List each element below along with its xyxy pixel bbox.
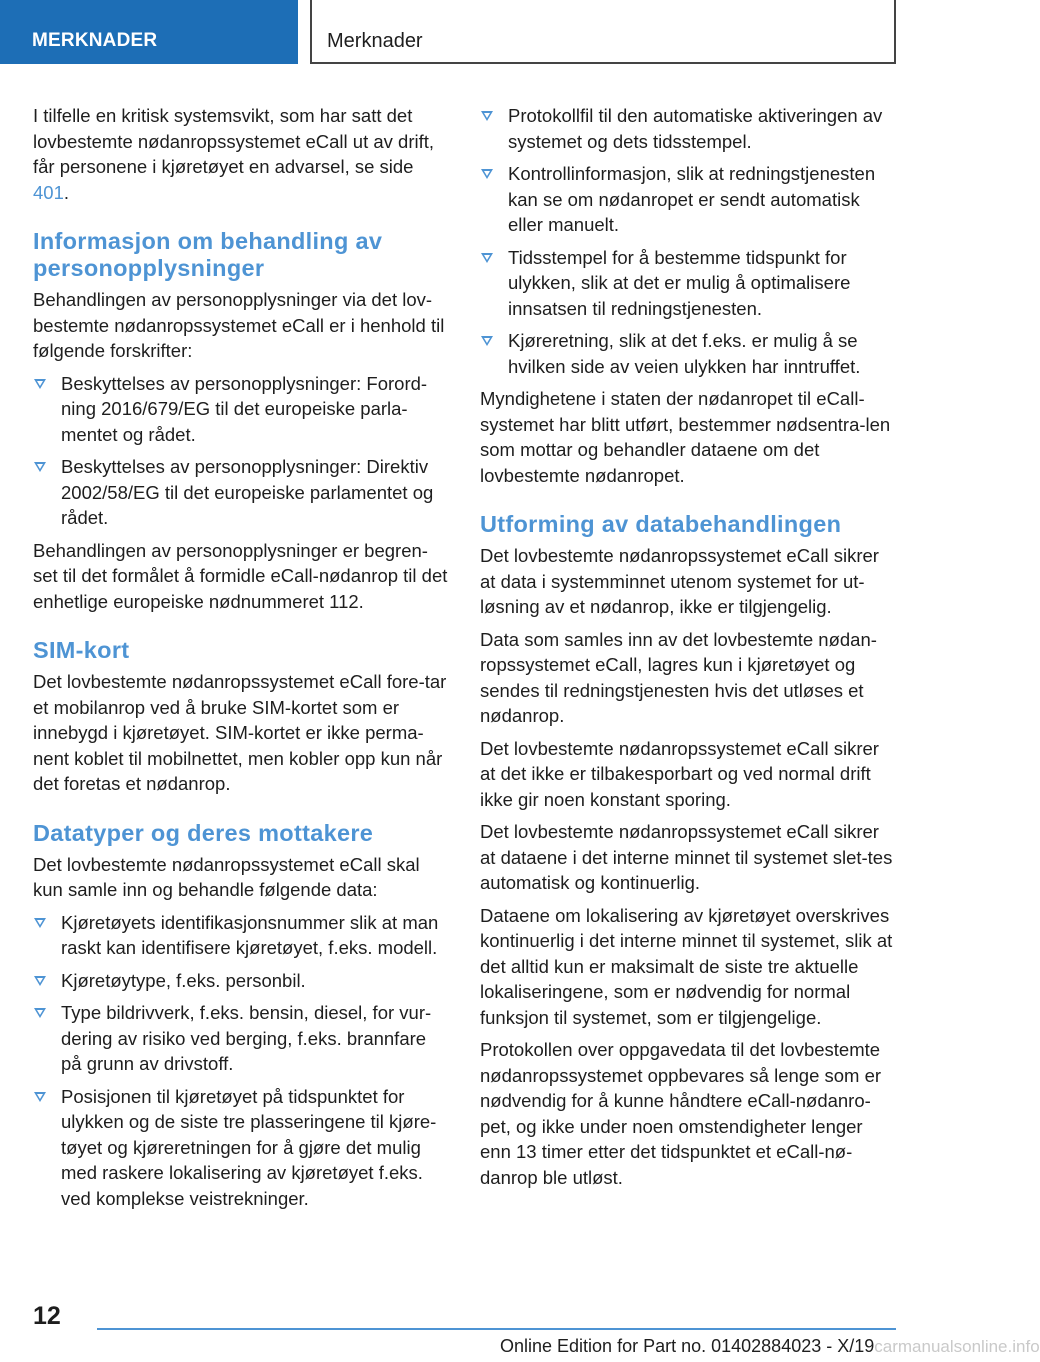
heading-data-processing: Utforming av databehandlingen bbox=[480, 511, 842, 537]
paragraph: Behandlingen av personopplysninger via det lov-bestemte nødanropssystemet eCall er i henhold til følgende forskrifter: bbox=[33, 289, 445, 361]
list-item-text: Kjøretøyets identifikasjonsnummer slik at man raskt kan identifisere kjøretøyet, f.eks. modell. bbox=[61, 911, 439, 958]
triangle-bullet-icon bbox=[481, 111, 493, 121]
left-column bbox=[33, 103, 451, 1218]
list-item bbox=[33, 1000, 451, 1077]
list-item bbox=[480, 245, 898, 322]
triangle-bullet-icon bbox=[34, 379, 46, 389]
heading-data-types: Datatyper og deres mottakere bbox=[33, 819, 374, 846]
triangle-bullet-icon bbox=[34, 1008, 46, 1018]
triangle-bullet-icon bbox=[34, 1092, 46, 1102]
list-item-text: Posisjonen til kjøretøyet på tidspunktet for ulykken og de siste tre plasseringene til kjøre-tøyet og kjøreretningen for å gjøre det mulig med raskere lokalisering av kjøretøyet f.eks. ved komplekse veistrekninger. bbox=[61, 1085, 437, 1209]
list-item-text: Kjøretøytype, f.eks. personbil. bbox=[61, 969, 306, 991]
data-types-list bbox=[33, 910, 451, 1212]
triangle-bullet-icon bbox=[34, 976, 46, 986]
intro-end: . bbox=[63, 181, 70, 203]
paragraph: Protokollen over oppgavedata til det lovbestemte nødanropssystemet oppbevares så lenge som er nødvendig for å kunne håndtere eCall-nødanro-pet, og ikke under noen omstendigheter lenger enn 13 timer etter det tidspunktet et eCall-nø-danrop ble utløst. bbox=[480, 1039, 882, 1188]
list-item bbox=[33, 968, 451, 994]
list-item-text: Tidsstempel for å bestemme tidspunkt for ulykken, slik at det er mulig å optimalisere innsatsen til redningstjenesten. bbox=[508, 246, 851, 319]
list-item bbox=[480, 161, 898, 238]
intro-paragraph bbox=[33, 103, 451, 205]
paragraph: Dataene om lokalisering av kjøretøyet overskrives kontinuerlig i det interne minnet til systemet, slik at det alltid kun er maksimalt de siste tre aktuelle lokaliseringene, som er nødvendig for normal funksjon til systemet, som er tilgjengelige. bbox=[480, 904, 893, 1028]
triangle-bullet-icon bbox=[481, 336, 493, 346]
triangle-bullet-icon bbox=[34, 462, 46, 472]
chapter-tab: MERKNADER bbox=[0, 0, 298, 64]
list-item-text: Type bildrivverk, f.eks. bensin, diesel, for vur-dering av risiko ved berging, f.eks. brannfare på grunn av drivstoff. bbox=[61, 1002, 432, 1074]
list-item bbox=[33, 371, 451, 448]
list-item bbox=[33, 454, 451, 531]
list-item bbox=[480, 103, 898, 154]
watermark: carmanualsonline.info bbox=[874, 1337, 1040, 1356]
paragraph: Det lovbestemte nødanropssystemet eCall sikrer at det ikke er tilbakesporbart og ved normal drift ikke gir noen konstant sporing. bbox=[480, 737, 879, 810]
heading-personal-data: Informasjon om behandling av personopplysninger bbox=[33, 228, 383, 281]
right-column bbox=[480, 103, 898, 1197]
paragraph: Det lovbestemte nødanropssystemet eCall sikrer at dataene i det interne minnet til systemet slet-tes automatisk og kontinuerlig. bbox=[480, 821, 893, 893]
footer-divider bbox=[97, 1328, 896, 1330]
paragraph: Det lovbestemte nødanropssystemet eCall skal kun samle inn og behandle følgende data: bbox=[33, 853, 420, 900]
heading-sim-card: SIM-kort bbox=[33, 637, 130, 663]
page-number: 12 bbox=[33, 1302, 61, 1330]
triangle-bullet-icon bbox=[481, 253, 493, 263]
triangle-bullet-icon bbox=[481, 169, 493, 179]
paragraph: Det lovbestemte nødanropssystemet eCall sikrer at data i systemminnet utenom systemet for ut-løsning av et nødanrop, ikke er tilgjengelig. bbox=[480, 545, 879, 617]
paragraph: Myndighetene i staten der nødanropet til eCall-systemet har blitt utført, bestemmer nødsentra-len som mottar og behandler dataene om det lovbestemte nødanropet. bbox=[480, 388, 891, 486]
list-item bbox=[33, 1084, 451, 1212]
section-title: Merknader bbox=[310, 0, 896, 64]
regulations-list bbox=[33, 371, 451, 531]
paragraph: Det lovbestemte nødanropssystemet eCall fore-tar et mobilanrop ved å bruke SIM-kortet som er innebygd i kjøretøyet. SIM-kortet er ikke perma-nent koblet til mobilnettet, men kobler opp kun når det foretas et nødanrop. bbox=[33, 671, 447, 794]
data-types-list-continued bbox=[480, 103, 898, 379]
edition-text: Online Edition for Part no. 01402884023 - X/19 bbox=[500, 1336, 875, 1356]
triangle-bullet-icon bbox=[34, 918, 46, 928]
list-item-text: Protokollfil til den automatiske aktiveringen av systemet og dets tidsstempel. bbox=[508, 105, 883, 152]
list-item bbox=[33, 910, 451, 961]
page-reference-link[interactable]: 401 bbox=[33, 181, 64, 203]
list-item-text: Beskyttelses av personopplysninger: Direktiv 2002/58/EG til det europeiske parlamentet og rådet. bbox=[61, 456, 434, 528]
paragraph: Behandlingen av personopplysninger er begren-set til det formålet å formidle eCall-nødanrop til det enhetlige europeiske nødnummeret 112. bbox=[33, 539, 448, 612]
list-item-text: Beskyttelses av personopplysninger: Forord-ning 2016/679/EG til det europeiske parla-mentet og rådet. bbox=[61, 372, 428, 445]
list-item-text: Kjøreretning, slik at det f.eks. er mulig å se hvilken side av veien ulykken har inntruffet. bbox=[508, 330, 861, 377]
intro-text: I tilfelle en kritisk systemsvikt, som har satt det lovbestemte nødanropssystemet eCall ut av drift, får personene i kjøretøyet en advarsel, se side bbox=[33, 105, 435, 177]
footer bbox=[500, 1334, 1040, 1359]
list-item-text: Kontrollinformasjon, slik at redningstjenesten kan se om nødanropet er sendt automatisk eller manuelt. bbox=[508, 163, 876, 235]
list-item bbox=[480, 328, 898, 379]
paragraph: Data som samles inn av det lovbestemte nødan-ropssystemet eCall, lagres kun i kjøretøyet og sendes til redningstjenesten hvis det utløses et nødanrop. bbox=[480, 628, 877, 726]
